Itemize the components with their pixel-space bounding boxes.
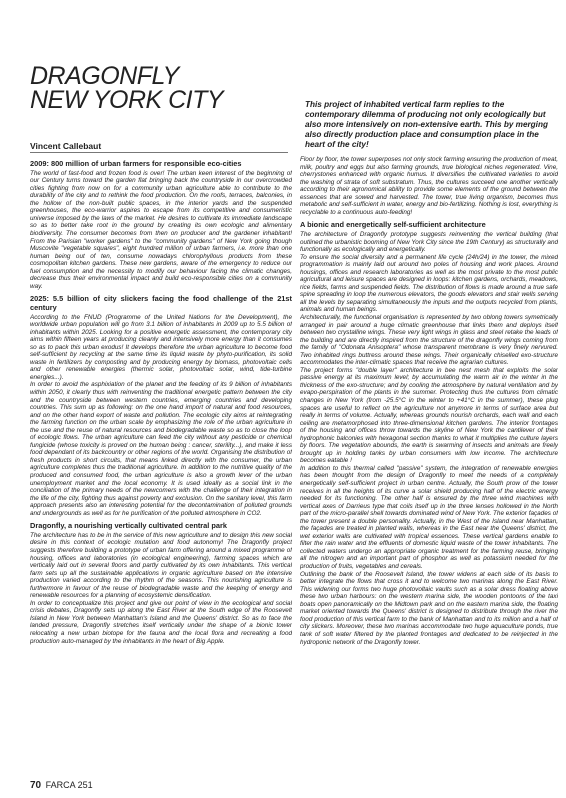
paragraph: Outlining the bank of the Roosevelt Island, the tower widens at each side of its basis to better integrate the flows that cross it and to welcome two marinas along the East River. This widening our forms two huge photovoltaic vaults such as a solar dress floating above these two urban harbours: on the western marina side, the wooden pontoons of the taxi boats open panoramically on the Midtown park and on the eastern marina side, the floating market oriented towards the Queens' district is designed to distribute through the river the food production of this vertical farm to the bank of Manhattan and to its million and a half of city slickers. Moreover, these two marinas accommodate two huge aquaculture ponds, true tank of soft water filtered by the planted frontages and dedicated to be reinjected in the hydroponic network of the Dragonfly tower.: [300, 570, 558, 646]
paragraph: The project forms "double layer" architecture in bee nest mesh that exploits the solar passive energy at its maximum level; by accumulating the warm air in the winter in the thickness of the exo-structure; and by cooling the atmosphere by natural ventilation and by evapo-perspiration of the plants in the summer. Protecting thus the cultures from climatic changes in New York (from -25.5°C in the winter to +41°C in the summer), these plug spaces are useful to reflect on the agriculture not anymore in terms of surface area but really in terms of volume. Actually, whereas grounds nourish orchards, each wall and each ceiling are metamorphosed into three-dimensional kitchen gardens. The interior frontages of the housing and offices throw towards the skyline of New York the cantilever of their hydrophonic balconies with hexagonal section thanks to what it multiplies the culture layers by floors. The vegetation abounds, the earth is swarming of insects and animals are freely brought up in holding tanks by urban consumers with low income. The architecture becomes eatable !: [300, 366, 558, 465]
author-rule: [30, 152, 288, 153]
section-heading-bionic-architecture: A bionic and energetically self-sufficient architecture: [300, 220, 486, 230]
magazine-name: FARCA 251: [45, 780, 93, 790]
paragraph: Architecturally, the functional organisation is represented by two oblong towers symetrically arranged in pair around a huge climatic greenhouse that links them and deploys itself between two crystalline wings. These very light wings in glass and steel retake the leads of the building and are directly inspired from the structure of the dragonfly wings coming from the family of "Odonata Anisoptera" whose transparent membrane is very finely nervured. Two inhabited rings buttress around these wings. Their organically chiselled exo-structure accommodates the inter-climatic spaces that receive the agrarian cultures.: [300, 313, 558, 367]
section-heading-central-park: Dragonfly, a nourishing vertically cultivated central park: [30, 521, 228, 531]
title-line-1: DRAGONFLY: [30, 62, 179, 90]
paragraph: In addition to this thermal called "passive" system, the integration of renewable energies has been thought from the design of Dragonfly to meet the needs of a completely energetically self-sufficient project in urban centre. Actually, the South prow of the tower receives in all the heights of its curve a solar shield producing half of the electric energy needed for its functioning. The other half is ensured by the three wind machines with vertical axes of Darrieus type that coils itself up in the three lenses hollowed in the North part of the micro-parallel shell towards dominated wind of New York. The exterior façades of the tower present a double personality. Actually, in the West of the Island near Manhattan, the façades are treated in planted walls, whereas in the East near the Queens' district, the wet exterior walls are cultivated with tropical essences. These vertical gardens enable to filter the rain water and the effluents of domestic liquid waste of the tower inhabitants. The collected waters undergo an appropriate organic treatment for the farming reuse, bringing all the nitrogen and an important part of phosphor as well as potassium needed for the production of fruits, vegetables and cereals.: [300, 464, 558, 571]
section-heading-food-challenge: 2025: 5.5 billion of city slickers facing the food challenge of the 21st century: [30, 294, 292, 312]
left-column: [30, 160, 292, 772]
page-number: 70: [30, 780, 42, 791]
paragraph: In order to avoid the asphixiation of the planet and the feeding of its 9 billion of inhabitants within 2050, it clearly thus with reinventing the traditional energetic pattern between the city and the countryside between western countries, emerging countries and developing countries. This sum up as following: on the one hand import of natural and food resources, and on the other hand export of waste and pollution. The ecologic city aims at reintegrating the farming function on the urban scale by emphasizing the role of the urban agriculture in the use and the reuse of natural resources and biodegradable waste so as to close the loop of ecologic flows. The urban agriculture can feed the city without any pesticide or chemical fungicide (whose toxicity is proved on the human being : cancer, sterility...), and make it less food dependant of its backcountry or other regions of the world. Organising the distribution of fresh products in short circuits, that means linked directly with the consumer, the urban agriculture completes thus the traditional agriculture. In addition to the nutritive quality of the produced and consumed food, the urban agriculture is also a growth lever of the urban unemployment market and the local economy. It is used ideally as a social link in the conciliation of the primary needs of the newcomers with the challenge of their integration in the life of the city, fighting thus against poverty and exclusion. On the sanitary level, this farm approach presents also an interesting potential for the decontamination of polluted grounds and undergrounds as well as for he purification of the polluted atmosphere in CO2.: [30, 381, 292, 517]
article-intro: This project of inhabited vertical farm replies to the contemporary dilemma of producing not only ecologically but also more intensively on non-extensive earth. This by merging also directly production place and consumption place in the heart of the city!: [305, 100, 548, 149]
title-line-2: NEW YORK CITY: [30, 86, 224, 114]
page-footer: [30, 780, 93, 791]
paragraph: The architecture of Dragonfly prototype suggests reinventing the vertical building (that outlined the urbanistic booming of New York City since the 19th Century) as structurally and functionally as ecologically and energetically.: [300, 230, 558, 254]
paragraph: To ensure the social diversity and a permanent life cycle (24h/24) in the tower, the mixed programmation is mainly laid out around two poles of housing and work places. Around housings, offices and research laboratories as well as the most private to the most public agricultural and leisure spaces are designed in loops: kitchen gardens, orchards, meadows, rice fields, farms and suspended fields. The distribution of flows is made around a true safe spine spreading in loop the numerous elevators, the goods elevators and stair wells serving all the levels by separating simultaneously the inputs and the outputs recycled from plants, animals and human beings.: [300, 253, 558, 314]
paragraph: Floor by floor, the tower superposes not only stock farming ensuring the production of meat, milk, poultry and eggs but also farming grounds, true biological niches regenerated. Vine, cherrystones enhanced with organic humus. It diversifies the cultivated varieties to avoid the washing of strata of soft substratum. Thus, the cultures succeed one another vertically according to their agronomical ability to provide some elements of the ground between the essences that are sowed and harvested. The tower, true living organism, becomes thus metabolic and self-sufficient in water, energy and bio-fertilizing. Nothing is lost, everything is recyclable to a continuous auto-feeding!: [300, 156, 558, 216]
author-name: Vincent Callebaut: [30, 141, 102, 151]
article-title: [30, 64, 270, 112]
right-column: [300, 156, 558, 776]
paragraph: In order to conceptualize this project and give our point of view in the ecological and social crisis debates, Dragonfly sets up along the East River at the South edge of the Roosevelt Island in New York between Manhattan's Island and the Queens' district. So as to face the landed pressure, Dragonfly stretches itself vertically under the shape of a bionic tower relocating a new urban biotope for the fauna and the local flora and recreating a food production auto-managed by the inhabitants in the heart of Big Apple.: [30, 599, 292, 645]
paragraph: The architecture has to be in the service of this new agriculture and to design this new social desire in this context of ecologic mutation and food autonomy! The Dragonfly project suggests therefore building a prototype of urban farm offering around a mixed programme of housing, offices and laboratories (in ecological engineering), farming spaces which are vertically laid out in several floors and partly cultivated by its own inhabitants. This vertical farm sets up all the sustainable applications in organic agriculture based on the intensive production varied according to the rhythm of the seasons. This nourishing agriculture is furthermore in favour of the reuse of biodegradable waste and the keeping of energy and renewable resources for a planning of ecosystemic densification.: [30, 531, 292, 600]
paragraph: According to the FNUD (Programme of the United Nations for the Development), the worldwide urban population will go from 3.1 billion of inhabitants in 2009 up to 5.5 billion of inhabitants within 2025. Looking for a positive energetic assessment, the contemporary city aims within fifteen years at producing cleanly and intensively more energy than it consumes so as to pack this urban exodus! It develops therefore the urban agriculture to become food self-sufficient by recycling at the same time its liquid waste by phyto-purification, its solid waste in fertilizers by composting and by producing energy by biomass, photovoltaic cells and other renewable energies (thermic solar, photovoltaic solar, wind, tide-turbine energies...).: [30, 313, 292, 381]
section-heading-eco-cities: 2009: 800 million of urban farmers for responsible eco-cities: [30, 160, 242, 168]
paragraph: The world of fast-food and frozen food is over! The urban keen interest of the beginning of our Century turns toward the garden flat bringing back the countryside in our overcrowded cities fighting from now on for a community urban agriculture able to contribute to the durability of the city and to rethink the food production. On the roofs, terraces, balconies, in the hollow of the non-built public spaces, in the interior yards and the suspended greenhouses, the eco-warrior aspires to escape from its competitive and consumeristic universe imposed by the laws of the market. He desires to cultivate its immediate landscape so as to better take root in the ground by creating its own ecologic and alimentary biodiversity. The consumer becomes from then on producer and the gardener inhabitant! From the Parisian "worker gardens" to the "community gardens" of New York going though Muscovite "vegetable squares", eight hundred million of urban farmers, i.e. more than one human being out of ten, consume nowadays chlorophyllous products from these cosmopolitan kitchen gardens. These new gardens, aware of the emergency to reduce our fuel consumption and the necessity to modify our behaviour facing the climatic changes, decrease thus their environmental impact and build eco-responsible cities on a community way.: [30, 169, 292, 290]
